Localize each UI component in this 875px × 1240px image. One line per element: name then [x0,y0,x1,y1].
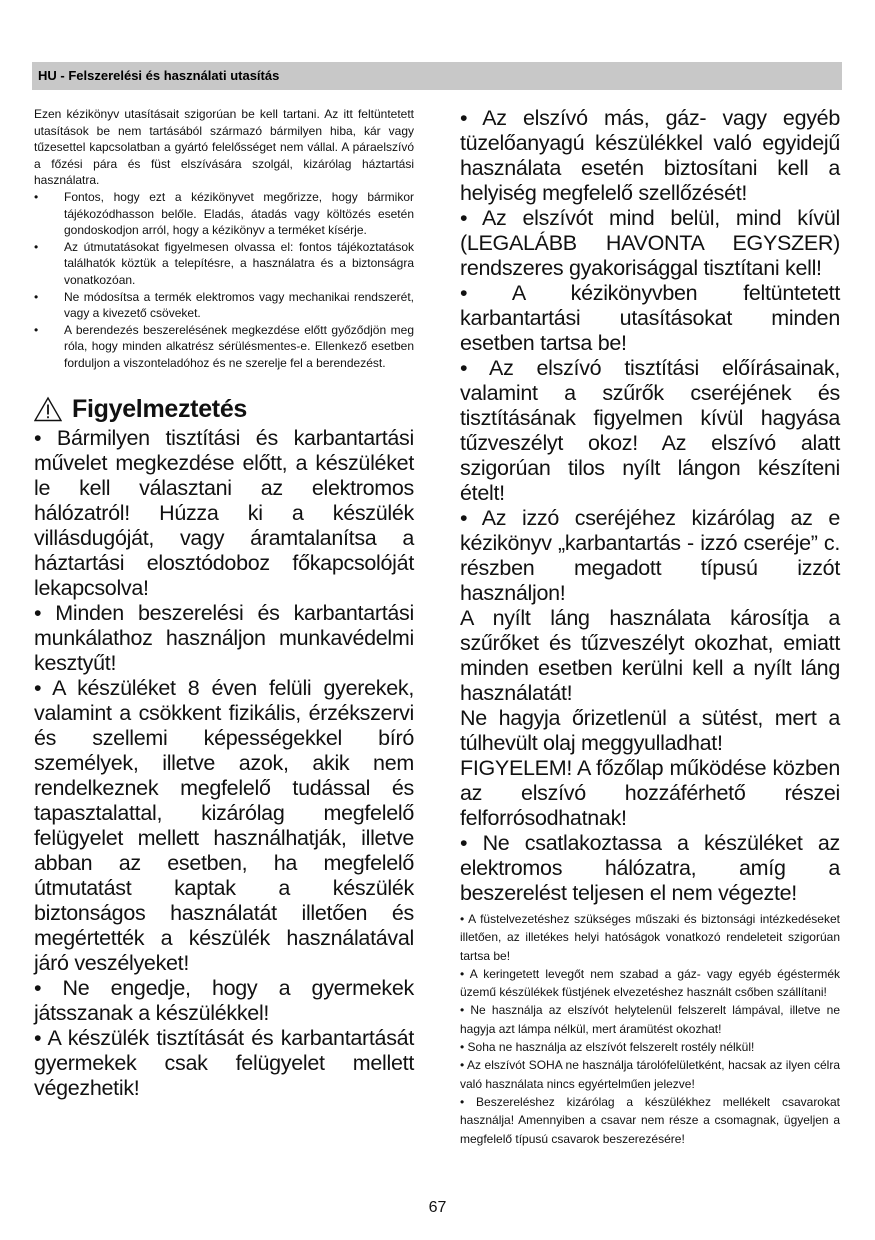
list-item: • A berendezés beszerelésének megkezdése előtt győződjön meg róla, hogy minden alkatrész sérülésmentes-e. Ellenkező esetben forduljon a viszonteladóhoz és ne szerelje fel a berendezést. [34,322,414,372]
warning-paragraph: • A készüléket 8 éven felüli gyerekek, valamint a csökkent fizikális, érzékszervi és szellemi képességekkel bíró személyek, illetve azok, akik nem rendelkeznek megfelelő tudással és tapasztalattal, kizárólag megfelelő felügyelet mellett használhatják, illetve abban az esetben, ha megfelelő útmutatást kaptak a készülék biztonságos használatát illetően és megértették a készülék használatával járó veszélyeket! [34,675,414,975]
small-paragraph: • Soha ne használja az elszívót felszerelt rostély nélkül! [460,1040,755,1055]
list-item: • Fontos, hogy ezt a kézikönyvet megőrizze, hogy bármikor tájékozódhasson belőle. Eladás, átadás vagy költözés esetén gondoskodjon arról, hogy a kézikönyv a terméket kísérje. [34,189,414,239]
safety-paragraph: • A kézikönyvben feltüntetett karbantartási utasításokat minden esetben tartsa be! [460,281,840,355]
right-column [460,106,840,1148]
warning-triangle-icon [34,396,62,422]
safety-paragraph: • Az elszívó tisztítási előírásainak, valamint a szűrők cseréjének és tisztításának figyelmen kívül hagyása tűzveszélyt okoz! Az elszívó alatt szigorúan tilos nyílt lángon készíteni ételt! [460,356,840,505]
intro-paragraph: Ezen kézikönyv utasításait szigorúan be kell tartani. Az itt feltüntetett utasítások be nem tartásából származó bármilyen hiba, kár vagy tűzesettel kapcsolatban a gyártó felelősséget nem vállal. A páraelszívó a főzési pára és füst elszívására szolgál, kizárólag háztartási használatra. [34,107,414,188]
safety-paragraph: • Az elszívó más, gáz- vagy egyéb tüzelőanyagú készülékkel való egyidejű használata esetén biztosítani kell a helyiség megfelelő szellőzését! [460,106,840,205]
small-paragraph: • A füstelvezetéshez szükséges műszaki és biztonsági intézkedéseket illetően, az illetékes helyi hatóságok vonatkozó rendeleteit szigorúan tartsa be! [460,912,840,963]
warning-title: Figyelmeztetés [72,394,248,423]
list-item: • Az útmutatásokat figyelmesen olvassa el: fontos tájékoztatások találhatók köztük a telepítésre, a használatra és a biztonságra vonatkozóan. [34,239,414,289]
intro-bullet-list [34,189,414,372]
small-paragraph: • A keringetett levegőt nem szabad a gáz- vagy egyéb égéstermék üzemű készülékek füstjének elvezetéshez használt csőben szállítani! [460,966,840,1000]
safety-paragraph: FIGYELEM! A főzőlap működése közben az elszívó hozzáférhető részei felforrósodhatnak! [460,756,840,830]
section-header [32,62,842,90]
list-item: • Ne módosítsa a termék elektromos vagy mechanikai rendszerét, vagy a kivezető csöveket. [34,289,414,322]
warning-paragraph: • A készülék tisztítását és karbantartását gyermekek csak felügyelet mellett végezhetik! [34,1025,414,1100]
small-paragraph: • Ne használja az elszívót helytelenül felszerelt lámpával, illetve ne hagyja azt lámpa nélkül, mert áramütést okozhat! [460,1003,840,1036]
warning-heading [34,394,414,424]
warning-paragraph: • Ne engedje, hogy a gyermekek játsszanak a készülékkel! [34,975,414,1025]
left-column [34,106,414,1101]
safety-paragraph: • Az elszívót mind belül, mind kívül (LEGALÁBB HAVONTA EGYSZER) rendszeres gyakorisággal tisztítani kell! [460,206,840,280]
small-paragraph: • Az elszívót SOHA ne használja tárolófelületként, hacsak az ilyen célra való használata nincs egyértelműen jelezve! [460,1058,840,1091]
safety-paragraph: Ne hagyja őrizetlenül a sütést, mert a túlhevült olaj meggyulladhat! [460,706,840,755]
section-title: HU - Felszerelési és használati utasítás [38,68,280,83]
safety-paragraph: • Ne csatlakoztassa a készüléket az elektromos hálózatra, amíg a beszerelést teljesen el nem végezte! [460,831,840,905]
safety-paragraph: A nyílt láng használata károsítja a szűrőket és tűzveszélyt okozhat, emiatt minden esetben kerülni kell a nyílt láng használatát! [460,606,840,705]
safety-paragraph: • Az izzó cseréjéhez kizárólag az e kézikönyv „karbantartás - izzó cseréje” c. részben megadott típusú izzót használjon! [460,506,840,605]
warning-paragraph: • Bármilyen tisztítási és karbantartási művelet megkezdése előtt, a készüléket le kell választani az elektromos hálózatról! Húzza ki a készülék villásdugóját, vagy áramtalanítsa a háztartási elosztódoboz főkapcsolóját lekapcsolva! [34,425,414,600]
warning-paragraph: • Minden beszerelési és karbantartási munkálathoz használjon munkavédelmi kesztyűt! [34,600,414,675]
small-paragraph: • Beszereléshez kizárólag a készülékhez mellékelt csavarokat használja! Amennyiben a csavar nem része a csomagnak, ügyeljen a megfelelő típusú csavarok beszerezésére! [460,1094,840,1146]
page-number: 67 [428,1199,447,1216]
